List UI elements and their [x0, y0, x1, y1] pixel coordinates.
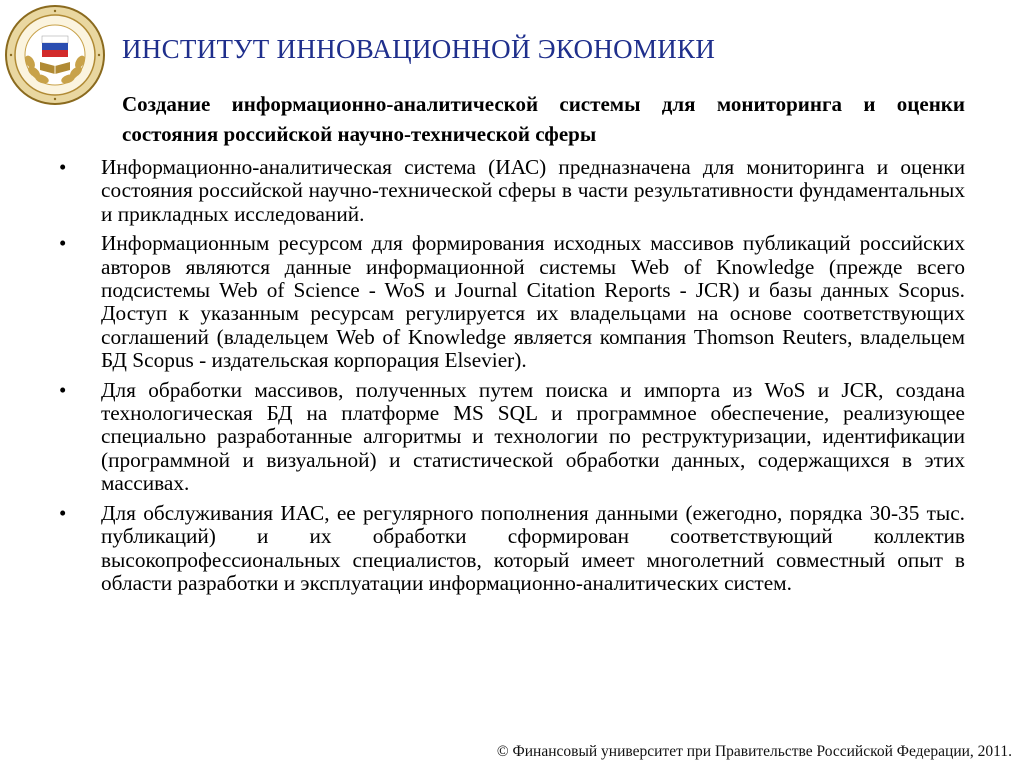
bullet-item: [56, 379, 965, 496]
bullet-text: Для обслуживания ИАС, ее регулярного пополнения данными (ежегодно, порядка 30-35 тыс. публикаций) и их обработки сформирован соответствующий коллектив высокопрофессиональных специалистов, который имеет многолетний совместный опыт в области разработки и эксплуатации информационно-аналитических систем.: [101, 500, 965, 595]
bullet-text: Для обработки массивов, полученных путем поиска и импорта из WoS и JCR, создана технологическая БД на платформе MS SQL и программное обеспечение, реализующее специально разработанные алгоритмы и технологии по реструктуризации, идентификации (программной и визуальной) и статистической обработки данных, содержащихся в этих массивах.: [101, 377, 965, 496]
university-emblem-icon: [4, 4, 106, 106]
bullet-dot: •: [59, 155, 67, 179]
bullet-text: Информационным ресурсом для формирования исходных массивов публикаций российских авторов являются данные информационной системы Web of Knowledge (прежде всего подсистемы Web of Science - WoS и Journal Citation Reports - JCR) и базы данных Scopus. Доступ к указанным ресурсам регулируется их владельцами на основе соответствующих соглашений (владельцем Web of Knowledge является компания Thomson Reuters, владельцем БД Scopus - издательская корпорация Elsevier).: [101, 231, 965, 373]
institute-name: ИНСТИТУТ ИННОВАЦИОННОЙ ЭКОНОМИКИ: [122, 34, 716, 64]
bullet-list: [56, 156, 965, 601]
bullet-item: [56, 502, 965, 596]
bullet-dot: •: [59, 231, 67, 256]
slide-title: Создание информационно-аналитической системы для мониторинга и оценки состояния российской научно-технической сферы: [122, 92, 965, 146]
bullet-text: Информационно-аналитическая система (ИАС) предназначена для мониторинга и оценки состояния российской научно-технической сферы в части результативности фундаментальных и прикладных исследований.: [101, 155, 965, 226]
bullet-item: [56, 156, 965, 226]
bullet-dot: •: [59, 500, 67, 525]
copyright-footer: © Финансовый университет при Правительстве Российской Федерации, 2011.: [496, 743, 1012, 760]
bullet-dot: •: [59, 377, 67, 402]
bullet-item: [56, 232, 965, 372]
